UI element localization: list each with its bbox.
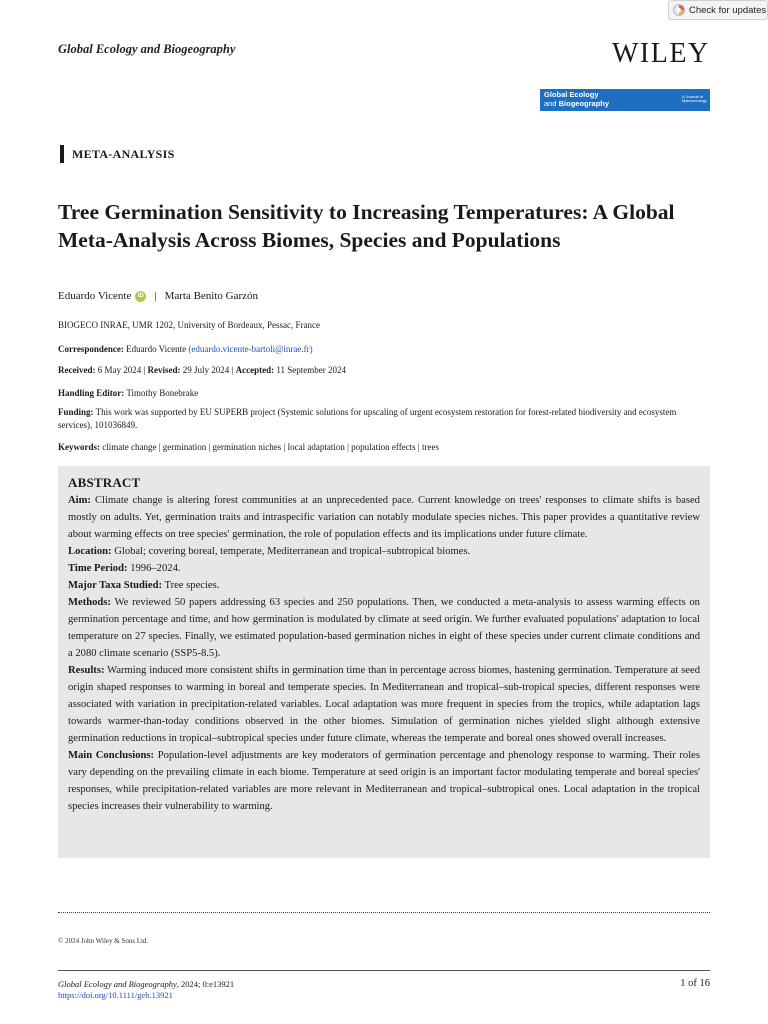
- author-separator: |: [154, 290, 157, 302]
- page-number: 1 of 16: [680, 978, 710, 989]
- abstract-section-text: 1996–2024.: [130, 563, 181, 574]
- date-separator: |: [143, 365, 146, 375]
- check-updates-icon: [673, 4, 685, 16]
- article-dates: [58, 364, 346, 377]
- abstract-section-text: Tree species.: [164, 580, 220, 591]
- correspondence: [58, 343, 313, 356]
- abstract-taxa: [68, 577, 700, 594]
- abstract-section-label: Major Taxa Studied:: [68, 580, 162, 591]
- abstract-section-text: Warming induced more consistent shifts in germination time than in percentage across biomes, hastening germination. Temperature at seed origin shaped responses to warming in boreal and temperate species. In Mediterranean and tropical–sub-tropical species, different responses were associated with variation in precipitation-related variables. Local adaptation was more frequent in species from the tropics, while adaptation lags towards warmer-than-today conditions observed in the other biomes. Simulation of germination niches yielded slight although extensive germination reductions in tropical–subtropical species under future climate, whereas the temperate and boreal ones showed overall increases.: [68, 665, 700, 744]
- banner-line2-prefix: and: [544, 99, 559, 108]
- abstract-location: [68, 543, 700, 560]
- footer-rule: [58, 970, 710, 971]
- abstract-time-period: [68, 560, 700, 577]
- date-separator: |: [231, 365, 234, 375]
- footer-citation: [58, 979, 234, 989]
- orcid-icon[interactable]: iD: [135, 291, 146, 302]
- funding-label: Funding:: [58, 407, 94, 417]
- article-title: Tree Germination Sensitivity to Increasing Temperatures: A Global Meta-Analysis Across Biomes, Species and Populations: [58, 200, 675, 252]
- keywords: [58, 441, 439, 454]
- abstract-section-label: Results:: [68, 665, 105, 676]
- check-for-updates-button[interactable]: [668, 0, 768, 20]
- keywords-text: climate change | germination | germination niches | local adaptation | population effects | trees: [102, 442, 439, 452]
- banner-line2: [544, 100, 609, 108]
- correspondence-email-link[interactable]: (eduardo.vicente-bartoli@inrae.fr): [188, 344, 313, 354]
- abstract-section-text: We reviewed 50 papers addressing 63 species and 250 populations. Then, we conducted a meta-analysis to assess warming effects on germination percentage and time, and how germination is modulated by climate at seed origin. We further evaluated populations' adaptation to local temperature on 27 species. Finally, we estimated population-based germination niches in eight of these species under current climate conditions and a 2080 climate scenario (SSP5-8.5).: [68, 597, 700, 659]
- section-label: META-ANALYSIS: [72, 147, 175, 161]
- abstract-conclusions: [68, 747, 700, 815]
- funding: [58, 406, 708, 432]
- publisher-logo: WILEY: [612, 38, 710, 69]
- section-marker: [60, 145, 64, 163]
- abstract-section-text: Global; covering boreal, temperate, Mediterranean and tropical–subtropical biomes.: [114, 546, 471, 557]
- abstract-aim: [68, 492, 700, 543]
- abstract-section-text: Climate change is altering forest communities at an unprecedented pace. Current knowledge on trees' responses to climate shifts is based mostly on adults. Yet, germination traits and intraspecific variation can notably modulate species niches. This paper provides a quantitative review about warming effects on tree species' germination, the role of population effects and its implications under future climate.: [68, 495, 700, 540]
- handling-editor-name: Timothy Bonebrake: [126, 388, 199, 398]
- affiliation: BIOGECO INRAE, UMR 1202, University of Bordeaux, Pessac, France: [58, 320, 320, 330]
- abstract-section-label: Aim:: [68, 495, 91, 506]
- footer-citation-details: , 2024; 0:e13921: [176, 979, 235, 989]
- received-label: Received:: [58, 365, 96, 375]
- banner-tagline: A Journal of Macroecology: [682, 94, 707, 104]
- author-name[interactable]: Eduardo Vicente: [58, 290, 132, 302]
- abstract-section-text: Population-level adjustments are key moderators of germination percentage and phenology response to warming. Their roles vary depending on the prevailing climate in each biome. Temperature at seed origin is an important factor modulating temperate and boreal species' responses, while precipitation-related variables are more relevant in Mediterranean and tropical–subtropical ones. Local adaptation in the tropical species increases their vulnerability to warming.: [68, 750, 700, 812]
- abstract-box: [58, 466, 710, 858]
- keywords-label: Keywords:: [58, 442, 100, 452]
- abstract-section-label: Main Conclusions:: [68, 750, 155, 761]
- journal-banner: [540, 89, 710, 111]
- copyright: © 2024 John Wiley & Sons Ltd.: [58, 937, 149, 945]
- handling-editor: [58, 387, 198, 400]
- correspondence-name: Eduardo Vicente: [126, 344, 187, 354]
- abstract-methods: [68, 594, 700, 662]
- banner-line2-bold: Biogeography: [558, 99, 610, 108]
- author-name[interactable]: Marta Benito Garzón: [164, 290, 259, 302]
- author-list: [58, 290, 258, 302]
- abstract-section-label: Location:: [68, 546, 112, 557]
- revised-label: Revised:: [147, 365, 181, 375]
- abstract-heading: ABSTRACT: [68, 475, 141, 490]
- handling-editor-label: Handling Editor:: [58, 388, 125, 398]
- doi-link[interactable]: https://doi.org/10.1111/geb.13921: [58, 990, 173, 1000]
- footer-journal-name: Global Ecology and Biogeography: [58, 979, 177, 989]
- check-for-updates-label: Check for updates: [689, 4, 767, 16]
- footer-divider: [58, 912, 710, 913]
- funding-text: This work was supported by EU SUPERB project (Systemic solutions for upscaling of urgent ecosystem restoration for forest-related biodiversity and ecosystem services), 101036849.: [58, 407, 677, 430]
- correspondence-label: Correspondence:: [58, 344, 124, 354]
- journal-name: Global Ecology and Biogeography: [58, 42, 236, 56]
- abstract-section-label: Time Period:: [68, 563, 128, 574]
- abstract-results: [68, 662, 700, 747]
- abstract-section-label: Methods:: [68, 597, 111, 608]
- accepted-date: 11 September 2024: [276, 365, 347, 375]
- accepted-label: Accepted:: [235, 365, 275, 375]
- banner-line1: Global Ecology: [544, 90, 599, 99]
- revised-date: 29 July 2024: [182, 365, 230, 375]
- received-date: 6 May 2024: [97, 365, 142, 375]
